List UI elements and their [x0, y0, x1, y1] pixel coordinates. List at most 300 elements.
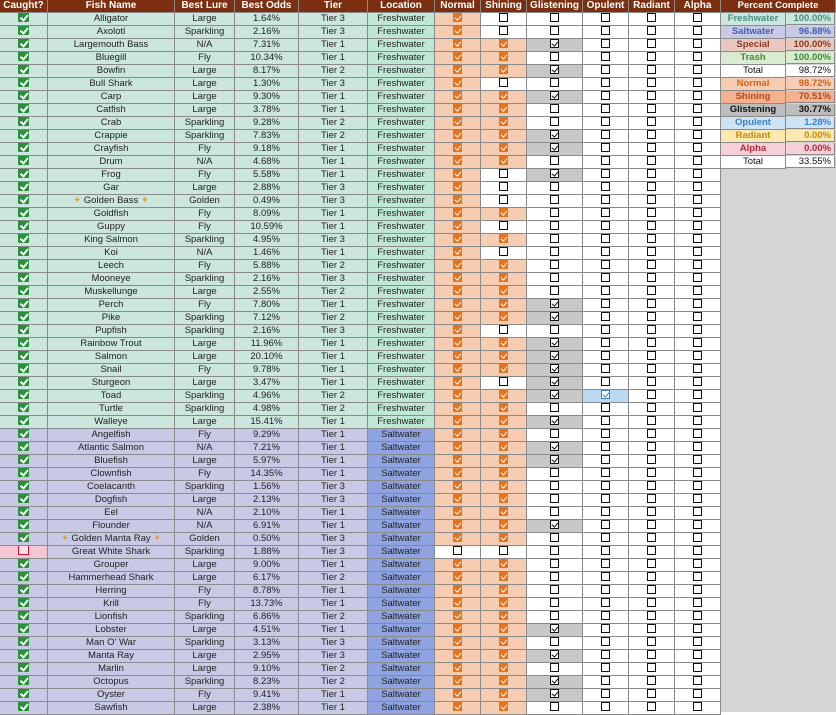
opulent-checkbox[interactable] — [583, 663, 629, 676]
caught-checkbox[interactable] — [0, 325, 48, 338]
shining-checkbox[interactable] — [481, 416, 527, 429]
caught-checkbox[interactable] — [0, 377, 48, 390]
alpha-checkbox[interactable] — [675, 299, 721, 312]
alpha-checkbox[interactable] — [675, 663, 721, 676]
alpha-checkbox[interactable] — [675, 338, 721, 351]
normal-checkbox[interactable] — [435, 78, 481, 91]
opulent-checkbox[interactable] — [583, 676, 629, 689]
alpha-checkbox[interactable] — [675, 650, 721, 663]
glistening-checkbox[interactable] — [527, 689, 583, 702]
normal-checkbox[interactable] — [435, 663, 481, 676]
opulent-checkbox[interactable] — [583, 78, 629, 91]
normal-checkbox[interactable] — [435, 390, 481, 403]
glistening-checkbox[interactable] — [527, 143, 583, 156]
caught-checkbox[interactable] — [0, 572, 48, 585]
glistening-checkbox[interactable] — [527, 520, 583, 533]
radiant-checkbox[interactable] — [629, 13, 675, 26]
normal-checkbox[interactable] — [435, 364, 481, 377]
glistening-checkbox[interactable] — [527, 390, 583, 403]
shining-checkbox[interactable] — [481, 338, 527, 351]
glistening-checkbox[interactable] — [527, 351, 583, 364]
opulent-checkbox[interactable] — [583, 52, 629, 65]
caught-checkbox[interactable] — [0, 104, 48, 117]
opulent-checkbox[interactable] — [583, 104, 629, 117]
glistening-checkbox[interactable] — [527, 663, 583, 676]
glistening-checkbox[interactable] — [527, 104, 583, 117]
opulent-checkbox[interactable] — [583, 507, 629, 520]
shining-checkbox[interactable] — [481, 52, 527, 65]
caught-checkbox[interactable] — [0, 78, 48, 91]
normal-checkbox[interactable] — [435, 637, 481, 650]
caught-checkbox[interactable] — [0, 546, 48, 559]
opulent-checkbox[interactable] — [583, 520, 629, 533]
shining-checkbox[interactable] — [481, 650, 527, 663]
shining-checkbox[interactable] — [481, 442, 527, 455]
alpha-checkbox[interactable] — [675, 481, 721, 494]
shining-checkbox[interactable] — [481, 702, 527, 715]
glistening-checkbox[interactable] — [527, 221, 583, 234]
glistening-checkbox[interactable] — [527, 546, 583, 559]
radiant-checkbox[interactable] — [629, 117, 675, 130]
alpha-checkbox[interactable] — [675, 312, 721, 325]
caught-checkbox[interactable] — [0, 91, 48, 104]
normal-checkbox[interactable] — [435, 468, 481, 481]
shining-checkbox[interactable] — [481, 585, 527, 598]
alpha-checkbox[interactable] — [675, 273, 721, 286]
opulent-checkbox[interactable] — [583, 39, 629, 52]
glistening-checkbox[interactable] — [527, 78, 583, 91]
opulent-checkbox[interactable] — [583, 169, 629, 182]
caught-checkbox[interactable] — [0, 143, 48, 156]
shining-checkbox[interactable] — [481, 390, 527, 403]
opulent-checkbox[interactable] — [583, 494, 629, 507]
caught-checkbox[interactable] — [0, 663, 48, 676]
radiant-checkbox[interactable] — [629, 65, 675, 78]
caught-checkbox[interactable] — [0, 611, 48, 624]
normal-checkbox[interactable] — [435, 585, 481, 598]
opulent-checkbox[interactable] — [583, 416, 629, 429]
radiant-checkbox[interactable] — [629, 585, 675, 598]
opulent-checkbox[interactable] — [583, 533, 629, 546]
opulent-checkbox[interactable] — [583, 442, 629, 455]
alpha-checkbox[interactable] — [675, 130, 721, 143]
caught-checkbox[interactable] — [0, 65, 48, 78]
radiant-checkbox[interactable] — [629, 416, 675, 429]
caught-checkbox[interactable] — [0, 689, 48, 702]
glistening-checkbox[interactable] — [527, 559, 583, 572]
radiant-checkbox[interactable] — [629, 468, 675, 481]
alpha-checkbox[interactable] — [675, 156, 721, 169]
glistening-checkbox[interactable] — [527, 455, 583, 468]
opulent-checkbox[interactable] — [583, 429, 629, 442]
normal-checkbox[interactable] — [435, 312, 481, 325]
opulent-checkbox[interactable] — [583, 156, 629, 169]
alpha-checkbox[interactable] — [675, 689, 721, 702]
radiant-checkbox[interactable] — [629, 312, 675, 325]
radiant-checkbox[interactable] — [629, 533, 675, 546]
normal-checkbox[interactable] — [435, 13, 481, 26]
glistening-checkbox[interactable] — [527, 91, 583, 104]
radiant-checkbox[interactable] — [629, 377, 675, 390]
glistening-checkbox[interactable] — [527, 676, 583, 689]
radiant-checkbox[interactable] — [629, 494, 675, 507]
caught-checkbox[interactable] — [0, 559, 48, 572]
alpha-checkbox[interactable] — [675, 52, 721, 65]
caught-checkbox[interactable] — [0, 195, 48, 208]
radiant-checkbox[interactable] — [629, 546, 675, 559]
alpha-checkbox[interactable] — [675, 442, 721, 455]
normal-checkbox[interactable] — [435, 182, 481, 195]
caught-checkbox[interactable] — [0, 273, 48, 286]
shining-checkbox[interactable] — [481, 130, 527, 143]
header-radiant[interactable]: Radiant — [629, 0, 675, 13]
radiant-checkbox[interactable] — [629, 26, 675, 39]
shining-checkbox[interactable] — [481, 533, 527, 546]
header-best-lure[interactable]: Best Lure — [175, 0, 235, 13]
normal-checkbox[interactable] — [435, 572, 481, 585]
caught-checkbox[interactable] — [0, 182, 48, 195]
caught-checkbox[interactable] — [0, 520, 48, 533]
normal-checkbox[interactable] — [435, 247, 481, 260]
radiant-checkbox[interactable] — [629, 455, 675, 468]
caught-checkbox[interactable] — [0, 494, 48, 507]
caught-checkbox[interactable] — [0, 299, 48, 312]
normal-checkbox[interactable] — [435, 481, 481, 494]
radiant-checkbox[interactable] — [629, 559, 675, 572]
glistening-checkbox[interactable] — [527, 299, 583, 312]
opulent-checkbox[interactable] — [583, 481, 629, 494]
glistening-checkbox[interactable] — [527, 325, 583, 338]
glistening-checkbox[interactable] — [527, 572, 583, 585]
radiant-checkbox[interactable] — [629, 390, 675, 403]
shining-checkbox[interactable] — [481, 169, 527, 182]
alpha-checkbox[interactable] — [675, 676, 721, 689]
glistening-checkbox[interactable] — [527, 403, 583, 416]
alpha-checkbox[interactable] — [675, 286, 721, 299]
opulent-checkbox[interactable] — [583, 351, 629, 364]
radiant-checkbox[interactable] — [629, 351, 675, 364]
alpha-checkbox[interactable] — [675, 91, 721, 104]
caught-checkbox[interactable] — [0, 169, 48, 182]
alpha-checkbox[interactable] — [675, 234, 721, 247]
opulent-checkbox[interactable] — [583, 130, 629, 143]
caught-checkbox[interactable] — [0, 676, 48, 689]
normal-checkbox[interactable] — [435, 533, 481, 546]
alpha-checkbox[interactable] — [675, 403, 721, 416]
opulent-checkbox[interactable] — [583, 338, 629, 351]
shining-checkbox[interactable] — [481, 611, 527, 624]
opulent-checkbox[interactable] — [583, 208, 629, 221]
glistening-checkbox[interactable] — [527, 39, 583, 52]
radiant-checkbox[interactable] — [629, 442, 675, 455]
radiant-checkbox[interactable] — [629, 104, 675, 117]
glistening-checkbox[interactable] — [527, 117, 583, 130]
alpha-checkbox[interactable] — [675, 364, 721, 377]
alpha-checkbox[interactable] — [675, 117, 721, 130]
caught-checkbox[interactable] — [0, 52, 48, 65]
normal-checkbox[interactable] — [435, 65, 481, 78]
shining-checkbox[interactable] — [481, 494, 527, 507]
radiant-checkbox[interactable] — [629, 338, 675, 351]
glistening-checkbox[interactable] — [527, 130, 583, 143]
alpha-checkbox[interactable] — [675, 702, 721, 715]
header-glistening[interactable]: Glistening — [527, 0, 583, 13]
shining-checkbox[interactable] — [481, 273, 527, 286]
glistening-checkbox[interactable] — [527, 468, 583, 481]
caught-checkbox[interactable] — [0, 416, 48, 429]
normal-checkbox[interactable] — [435, 52, 481, 65]
caught-checkbox[interactable] — [0, 26, 48, 39]
alpha-checkbox[interactable] — [675, 195, 721, 208]
glistening-checkbox[interactable] — [527, 234, 583, 247]
opulent-checkbox[interactable] — [583, 702, 629, 715]
radiant-checkbox[interactable] — [629, 39, 675, 52]
shining-checkbox[interactable] — [481, 624, 527, 637]
glistening-checkbox[interactable] — [527, 637, 583, 650]
normal-checkbox[interactable] — [435, 26, 481, 39]
normal-checkbox[interactable] — [435, 676, 481, 689]
glistening-checkbox[interactable] — [527, 377, 583, 390]
alpha-checkbox[interactable] — [675, 429, 721, 442]
normal-checkbox[interactable] — [435, 455, 481, 468]
shining-checkbox[interactable] — [481, 208, 527, 221]
alpha-checkbox[interactable] — [675, 78, 721, 91]
normal-checkbox[interactable] — [435, 169, 481, 182]
opulent-checkbox[interactable] — [583, 312, 629, 325]
caught-checkbox[interactable] — [0, 39, 48, 52]
alpha-checkbox[interactable] — [675, 39, 721, 52]
normal-checkbox[interactable] — [435, 221, 481, 234]
caught-checkbox[interactable] — [0, 117, 48, 130]
opulent-checkbox[interactable] — [583, 91, 629, 104]
opulent-checkbox[interactable] — [583, 624, 629, 637]
shining-checkbox[interactable] — [481, 65, 527, 78]
opulent-checkbox[interactable] — [583, 221, 629, 234]
opulent-checkbox[interactable] — [583, 260, 629, 273]
caught-checkbox[interactable] — [0, 455, 48, 468]
caught-checkbox[interactable] — [0, 351, 48, 364]
normal-checkbox[interactable] — [435, 429, 481, 442]
opulent-checkbox[interactable] — [583, 286, 629, 299]
glistening-checkbox[interactable] — [527, 52, 583, 65]
alpha-checkbox[interactable] — [675, 494, 721, 507]
alpha-checkbox[interactable] — [675, 169, 721, 182]
opulent-checkbox[interactable] — [583, 364, 629, 377]
opulent-checkbox[interactable] — [583, 585, 629, 598]
normal-checkbox[interactable] — [435, 338, 481, 351]
radiant-checkbox[interactable] — [629, 299, 675, 312]
shining-checkbox[interactable] — [481, 195, 527, 208]
glistening-checkbox[interactable] — [527, 195, 583, 208]
glistening-checkbox[interactable] — [527, 26, 583, 39]
caught-checkbox[interactable] — [0, 403, 48, 416]
opulent-checkbox[interactable] — [583, 455, 629, 468]
opulent-checkbox[interactable] — [583, 195, 629, 208]
shining-checkbox[interactable] — [481, 26, 527, 39]
alpha-checkbox[interactable] — [675, 260, 721, 273]
glistening-checkbox[interactable] — [527, 650, 583, 663]
shining-checkbox[interactable] — [481, 221, 527, 234]
shining-checkbox[interactable] — [481, 260, 527, 273]
caught-checkbox[interactable] — [0, 650, 48, 663]
normal-checkbox[interactable] — [435, 156, 481, 169]
radiant-checkbox[interactable] — [629, 507, 675, 520]
normal-checkbox[interactable] — [435, 507, 481, 520]
normal-checkbox[interactable] — [435, 39, 481, 52]
caught-checkbox[interactable] — [0, 468, 48, 481]
opulent-checkbox[interactable] — [583, 65, 629, 78]
normal-checkbox[interactable] — [435, 91, 481, 104]
radiant-checkbox[interactable] — [629, 325, 675, 338]
caught-checkbox[interactable] — [0, 208, 48, 221]
alpha-checkbox[interactable] — [675, 377, 721, 390]
caught-checkbox[interactable] — [0, 585, 48, 598]
glistening-checkbox[interactable] — [527, 273, 583, 286]
caught-checkbox[interactable] — [0, 364, 48, 377]
glistening-checkbox[interactable] — [527, 182, 583, 195]
caught-checkbox[interactable] — [0, 598, 48, 611]
alpha-checkbox[interactable] — [675, 546, 721, 559]
shining-checkbox[interactable] — [481, 598, 527, 611]
normal-checkbox[interactable] — [435, 702, 481, 715]
radiant-checkbox[interactable] — [629, 78, 675, 91]
shining-checkbox[interactable] — [481, 546, 527, 559]
alpha-checkbox[interactable] — [675, 26, 721, 39]
glistening-checkbox[interactable] — [527, 429, 583, 442]
shining-checkbox[interactable] — [481, 468, 527, 481]
shining-checkbox[interactable] — [481, 351, 527, 364]
alpha-checkbox[interactable] — [675, 585, 721, 598]
radiant-checkbox[interactable] — [629, 702, 675, 715]
alpha-checkbox[interactable] — [675, 416, 721, 429]
radiant-checkbox[interactable] — [629, 676, 675, 689]
header-fish-name[interactable]: Fish Name — [48, 0, 175, 13]
caught-checkbox[interactable] — [0, 130, 48, 143]
shining-checkbox[interactable] — [481, 364, 527, 377]
caught-checkbox[interactable] — [0, 156, 48, 169]
caught-checkbox[interactable] — [0, 390, 48, 403]
alpha-checkbox[interactable] — [675, 455, 721, 468]
opulent-checkbox[interactable] — [583, 26, 629, 39]
shining-checkbox[interactable] — [481, 182, 527, 195]
opulent-checkbox[interactable] — [583, 182, 629, 195]
normal-checkbox[interactable] — [435, 117, 481, 130]
caught-checkbox[interactable] — [0, 338, 48, 351]
opulent-checkbox[interactable] — [583, 403, 629, 416]
normal-checkbox[interactable] — [435, 143, 481, 156]
alpha-checkbox[interactable] — [675, 13, 721, 26]
glistening-checkbox[interactable] — [527, 624, 583, 637]
caught-checkbox[interactable] — [0, 13, 48, 26]
header-shining[interactable]: Shining — [481, 0, 527, 13]
normal-checkbox[interactable] — [435, 416, 481, 429]
shining-checkbox[interactable] — [481, 429, 527, 442]
alpha-checkbox[interactable] — [675, 351, 721, 364]
shining-checkbox[interactable] — [481, 377, 527, 390]
shining-checkbox[interactable] — [481, 286, 527, 299]
radiant-checkbox[interactable] — [629, 169, 675, 182]
caught-checkbox[interactable] — [0, 533, 48, 546]
normal-checkbox[interactable] — [435, 520, 481, 533]
shining-checkbox[interactable] — [481, 299, 527, 312]
opulent-checkbox[interactable] — [583, 559, 629, 572]
caught-checkbox[interactable] — [0, 637, 48, 650]
normal-checkbox[interactable] — [435, 494, 481, 507]
shining-checkbox[interactable] — [481, 663, 527, 676]
header-location[interactable]: Location — [368, 0, 435, 13]
caught-checkbox[interactable] — [0, 312, 48, 325]
normal-checkbox[interactable] — [435, 689, 481, 702]
opulent-checkbox[interactable] — [583, 377, 629, 390]
shining-checkbox[interactable] — [481, 39, 527, 52]
shining-checkbox[interactable] — [481, 143, 527, 156]
normal-checkbox[interactable] — [435, 650, 481, 663]
glistening-checkbox[interactable] — [527, 416, 583, 429]
radiant-checkbox[interactable] — [629, 221, 675, 234]
normal-checkbox[interactable] — [435, 403, 481, 416]
glistening-checkbox[interactable] — [527, 598, 583, 611]
normal-checkbox[interactable] — [435, 130, 481, 143]
glistening-checkbox[interactable] — [527, 442, 583, 455]
radiant-checkbox[interactable] — [629, 273, 675, 286]
radiant-checkbox[interactable] — [629, 182, 675, 195]
radiant-checkbox[interactable] — [629, 260, 675, 273]
opulent-checkbox[interactable] — [583, 611, 629, 624]
shining-checkbox[interactable] — [481, 637, 527, 650]
opulent-checkbox[interactable] — [583, 468, 629, 481]
shining-checkbox[interactable] — [481, 156, 527, 169]
normal-checkbox[interactable] — [435, 598, 481, 611]
alpha-checkbox[interactable] — [675, 208, 721, 221]
caught-checkbox[interactable] — [0, 247, 48, 260]
alpha-checkbox[interactable] — [675, 507, 721, 520]
opulent-checkbox[interactable] — [583, 247, 629, 260]
opulent-checkbox[interactable] — [583, 117, 629, 130]
normal-checkbox[interactable] — [435, 195, 481, 208]
radiant-checkbox[interactable] — [629, 481, 675, 494]
alpha-checkbox[interactable] — [675, 624, 721, 637]
radiant-checkbox[interactable] — [629, 598, 675, 611]
caught-checkbox[interactable] — [0, 702, 48, 715]
shining-checkbox[interactable] — [481, 559, 527, 572]
glistening-checkbox[interactable] — [527, 260, 583, 273]
shining-checkbox[interactable] — [481, 507, 527, 520]
radiant-checkbox[interactable] — [629, 663, 675, 676]
shining-checkbox[interactable] — [481, 91, 527, 104]
radiant-checkbox[interactable] — [629, 52, 675, 65]
caught-checkbox[interactable] — [0, 260, 48, 273]
radiant-checkbox[interactable] — [629, 429, 675, 442]
radiant-checkbox[interactable] — [629, 403, 675, 416]
opulent-checkbox[interactable] — [583, 689, 629, 702]
opulent-checkbox[interactable] — [583, 13, 629, 26]
alpha-checkbox[interactable] — [675, 143, 721, 156]
normal-checkbox[interactable] — [435, 442, 481, 455]
caught-checkbox[interactable] — [0, 481, 48, 494]
caught-checkbox[interactable] — [0, 507, 48, 520]
glistening-checkbox[interactable] — [527, 208, 583, 221]
normal-checkbox[interactable] — [435, 208, 481, 221]
glistening-checkbox[interactable] — [527, 494, 583, 507]
shining-checkbox[interactable] — [481, 572, 527, 585]
shining-checkbox[interactable] — [481, 325, 527, 338]
opulent-checkbox[interactable] — [583, 325, 629, 338]
radiant-checkbox[interactable] — [629, 520, 675, 533]
radiant-checkbox[interactable] — [629, 689, 675, 702]
header-opulent[interactable]: Opulent — [583, 0, 629, 13]
shining-checkbox[interactable] — [481, 481, 527, 494]
glistening-checkbox[interactable] — [527, 611, 583, 624]
